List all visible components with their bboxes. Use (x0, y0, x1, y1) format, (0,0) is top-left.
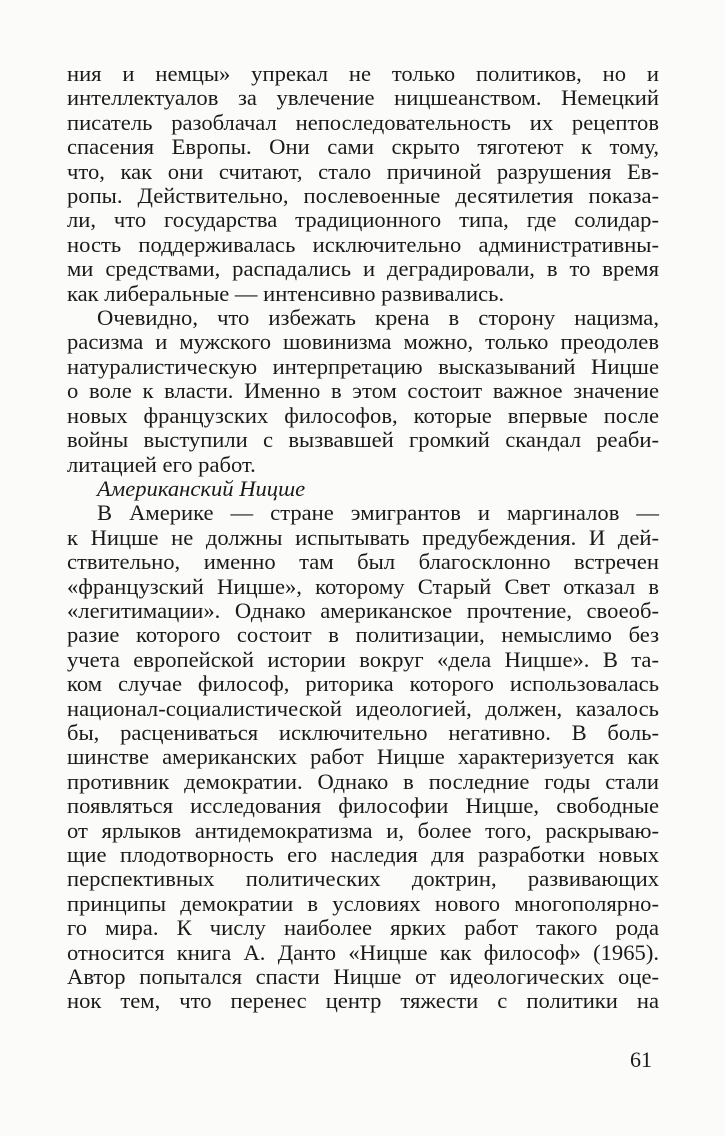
text-line: что, как они считают, стало причиной разрушения Ев- (67, 158, 659, 184)
text-line: расизма и мужского шовинизма можно, только преодолев (67, 329, 659, 355)
text-column (67, 62, 659, 1014)
text-line: ком случае философ, риторика которого использовалась (67, 671, 659, 697)
text-line: спасения Европы. Они сами скрыто тяготеют к тому, (67, 134, 659, 160)
text-line: натуралистическую интерпретацию высказываний Ницше (67, 353, 659, 379)
text-line: бы, расцениваться исключительно негативно. В боль- (67, 719, 659, 745)
text-line: щие плодотворность его наследия для разработки новых (67, 842, 659, 867)
text-line: ми средствами, распадались и деградировали, в то время (67, 256, 659, 282)
text-line: «французский Ницше», которому Старый Свет отказал в (67, 573, 659, 599)
text-line: противник демократии. Однако в последние годы стали (67, 768, 659, 794)
text-line: ли, что государства традиционного типа, где солидар- (67, 207, 659, 233)
text-line: национал-социалистической идеологией, должен, казалось (67, 695, 659, 721)
text-line: как либеральные — интенсивно развивались. (67, 280, 505, 306)
text-line: перспективных политических доктрин, развивающих (67, 866, 659, 892)
text-line: о воле к власти. Именно в этом состоит важное значение (67, 378, 659, 404)
text-line: «легитимации». Однако американское прочтение, своеоб- (67, 597, 659, 623)
section-heading: Американский Ницше (97, 475, 306, 501)
text-line: интеллектуалов за увлечение ницшеанством. Немецкий (67, 85, 659, 111)
text-line: принципы демократии в условиях нового многополярно- (67, 890, 659, 916)
text-line: нок тем, что перенес центр тяжести с политики на (67, 988, 659, 1014)
text-line: появляться исследования философии Ницше, свободные (67, 793, 659, 819)
text-line: ния и немцы» упрекал не только политиков, но и (67, 61, 659, 86)
text-line: В Америке — стране эмигрантов и маргиналов — (97, 500, 659, 526)
text-line: ропы. Действительно, послевоенные десятилетия показа- (67, 183, 659, 209)
text-line: шинстве американских работ Ницше характеризуется как (67, 744, 659, 770)
text-line: относится книга А. Данто «Ницше как философ» (1965). (67, 939, 659, 965)
text-line: к Ницше не должны испытывать предубеждения. И дей- (67, 524, 659, 550)
text-line: го мира. К числу наиболее ярких работ такого рода (67, 915, 659, 941)
text-line: ствительно, именно там был благосклонно встречен (67, 549, 659, 575)
page-number: 61 (630, 1047, 652, 1072)
text-line: писатель разоблачал непоследовательность их рецептов (67, 109, 659, 135)
paragraph-3 (67, 501, 659, 1014)
text-line: новых французских философов, которые впервые после (67, 402, 659, 428)
text-line: войны выступили с вызвавшей громкий скандал реаби- (67, 427, 659, 453)
text-line: от ярлыков антидемократизма и, более того, раскрываю- (67, 817, 659, 843)
text-line: Очевидно, что избежать крена в сторону нацизма, (97, 305, 659, 331)
text-line: Автор попытался спасти Ницше от идеологических оце- (67, 964, 659, 990)
text-line: ность поддерживалась исключительно административны- (67, 231, 659, 257)
paragraph-1 (67, 62, 659, 306)
paragraph-2 (67, 306, 659, 477)
text-line: литацией его работ. (67, 451, 256, 477)
text-line: разие которого состоит в политизации, немыслимо без (67, 622, 659, 648)
text-line: учета европейской истории вокруг «дела Ницше». В та- (67, 646, 659, 672)
